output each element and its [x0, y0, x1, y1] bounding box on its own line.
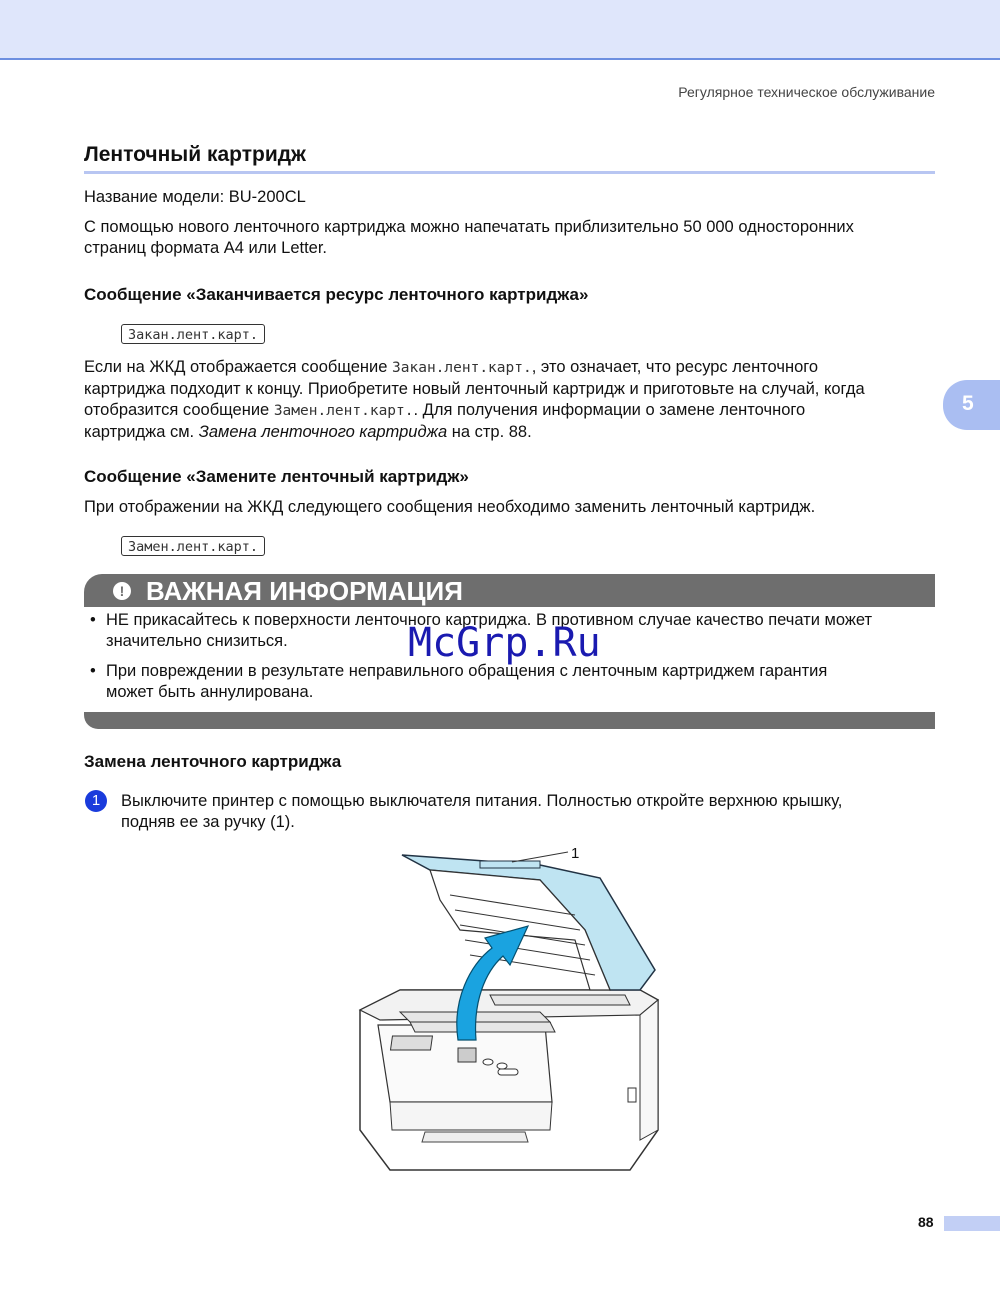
msg1-l1-post: , это означает, что ресурс ленточного [531, 358, 819, 376]
msg1-l3-post: . Для получения информации о замене ленточного [413, 401, 806, 419]
bullet-1-line-1: НЕ прикасайтесь к поверхности ленточного картриджа. В противном случае качество печати может [106, 611, 873, 629]
step-1-text [121, 791, 941, 833]
procedure-heading: Замена ленточного картриджа [84, 752, 342, 771]
bullet-2-line-2: может быть аннулирована. [106, 683, 314, 701]
bullet-2-line-1: При повреждении в результате неправильного обращения с ленточным картриджем гарантия [106, 662, 828, 680]
top-band [0, 0, 1000, 60]
lcd-message-replace: Замен.лент.карт. [121, 536, 265, 556]
msg1-heading: Сообщение «Заканчивается ресурс ленточного картриджа» [84, 285, 589, 304]
intro-line-2: страниц формата A4 или Letter. [84, 239, 328, 257]
msg1-paragraph [84, 357, 939, 443]
printer-illustration [340, 840, 680, 1185]
page-number-bar [944, 1216, 1000, 1231]
important-title: ВАЖНАЯ ИНФОРМАЦИЯ [146, 576, 463, 606]
chapter-tab [943, 380, 1000, 430]
bullet-dot: • [90, 662, 96, 680]
important-banner [84, 574, 935, 607]
msg1-l3-code: Замен.лент.карт. [273, 403, 414, 419]
msg1-l1-code: Закан.лент.карт. [392, 360, 532, 376]
model-line: Название модели: BU-200CL [84, 188, 306, 206]
callout-label: 1 [571, 845, 580, 862]
lcd-message-low: Закан.лент.карт. [121, 324, 265, 344]
chapter-number: 5 [962, 392, 974, 415]
section-title: Ленточный картридж [84, 143, 306, 166]
step-number-badge: 1 [85, 790, 107, 812]
intro-line-1: С помощью нового ленточного картриджа можно напечатать приблизительно 50 000 односторонних [84, 218, 854, 236]
msg2-heading: Сообщение «Замените ленточный картридж» [84, 467, 469, 486]
bullet-1-line-2: значительно снизиться. [106, 632, 288, 650]
cross-reference-link[interactable]: Замена ленточного картриджа [198, 423, 448, 441]
warning-icon: ! [113, 582, 131, 600]
page-number: 88 [918, 1214, 934, 1230]
msg1-l2: картриджа подходит к концу. Приобретите новый ленточный картридж и приготовьте на случай, когда [84, 380, 865, 398]
msg1-l3-pre: отобразится сообщение [84, 401, 274, 419]
step-1-line-2: подняв ее за ручку (1). [121, 813, 295, 831]
running-header: Регулярное техническое обслуживание [678, 84, 935, 100]
important-bottom-bar [84, 712, 935, 729]
msg1-l4-pre: картриджа см. [84, 423, 199, 441]
bullet-dot: • [90, 611, 96, 629]
watermark: McGrp.Ru [408, 620, 601, 666]
step-1-line-1: Выключите принтер с помощью выключателя питания. Полностью откройте верхнюю крышку, [121, 792, 843, 810]
msg2-text: При отображении на ЖКД следующего сообщения необходимо заменить ленточный картридж. [84, 498, 816, 516]
title-rule [84, 171, 935, 174]
msg1-l4-post: на стр. 88. [447, 423, 532, 441]
msg1-l1-pre: Если на ЖКД отображается сообщение [84, 358, 393, 376]
intro-paragraph [84, 217, 939, 259]
